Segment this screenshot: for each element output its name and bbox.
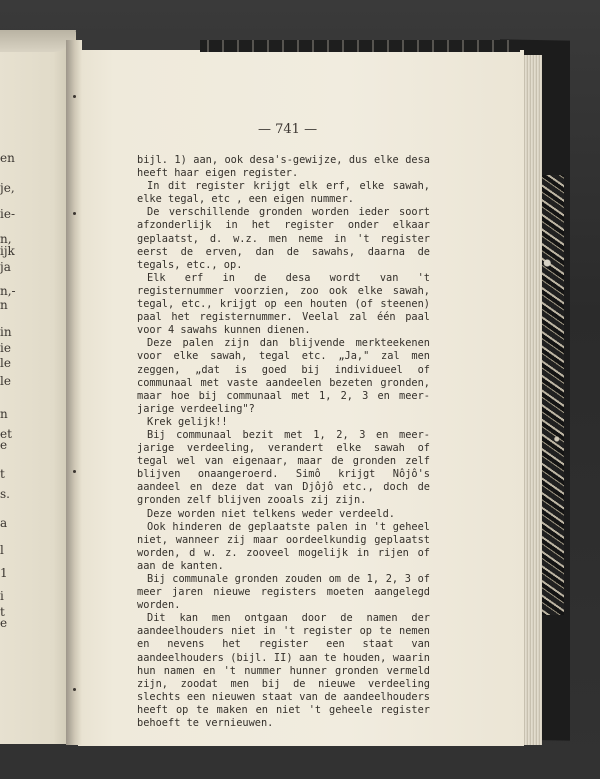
- facing-page-fragment: le: [0, 374, 11, 388]
- paragraph: Bij communale gronden zouden om de 1, 2, 3 of meer jaren nieuwe registers moeten aangelegd worden.: [137, 573, 430, 612]
- facing-page-fragment: l: [0, 543, 4, 557]
- facing-page-fragment: n,-: [0, 284, 16, 298]
- binding-thread: [73, 688, 76, 691]
- facing-page-fragment: ie-: [0, 207, 15, 221]
- facing-page-curl: [0, 30, 76, 52]
- facing-page-fragment: t: [0, 605, 5, 619]
- paragraph: Dit kan men ontgaan door de namen der aandeelhouders niet in 't register op te nemen en nevens het register een staat van aandeelhouders (bijl. II) aan te houden, waarin hun namen en 't nummer hunner gronden vermeld zijn, zoodat men bij de nieuwe verdeeling slechts een nieuwen staat van de aandeelhouders heeft op te maken en niet 't geheele register behoeft te vernieuwen.: [137, 612, 430, 730]
- facing-page: [0, 32, 76, 744]
- binding-thread: [73, 95, 76, 98]
- facing-page-fragment: ja: [0, 260, 11, 274]
- paragraph: Bij communaal bezit met 1, 2, 3 en meer-jarige verdeeling, verandert elke sawah of tegal wel van eigenaar, maar de gronden zelf blijven onaangeroerd. Simô krijgt Nôjô's aandeel en deze dat van Djôjô etc., doch de gronden zelf blijven zooals zij zijn.: [137, 428, 430, 507]
- paragraph: In dit register krijgt elk erf, elke sawah, elke tegal, etc , een eigen nummer.: [137, 180, 430, 206]
- paragraph: Krek gelijk!!: [147, 415, 228, 428]
- marbled-edge: [540, 175, 564, 615]
- page-number: — 741 —: [258, 122, 318, 137]
- facing-page-fragment: et: [0, 427, 12, 441]
- facing-page-fragment: i: [0, 589, 4, 603]
- paragraph: De verschillende gronden worden ieder soort afzonderlijk in het register onder elkaar geplaatst, d. w.z. men neme in 't register eerst de erven, dan de sawahs, daarna de tegals, etc., op.: [137, 206, 430, 271]
- paragraph: Deze palen zijn dan blijvende merkteekenen voor elke sawah, tegal etc. „Ja," zal men zeggen, „dat is goed bij individueel of communaal met vaste aandeelen bezeten gronden, maar hoe bij communaal met 1, 2, 3 en meer-jarige verdeeling"?: [137, 337, 430, 415]
- facing-page-fragment: e: [0, 438, 8, 452]
- binding-thread: [73, 212, 76, 215]
- facing-page-fragment: t: [0, 467, 5, 481]
- facing-page-fragment: a: [0, 516, 8, 530]
- binding-thread: [73, 470, 76, 473]
- facing-page-fragment: n: [0, 298, 8, 312]
- facing-page-fragment: 1: [0, 566, 8, 580]
- book-gutter: [66, 40, 82, 745]
- facing-page-fragment: in: [0, 325, 12, 339]
- page-body: [137, 154, 430, 730]
- paragraph: Deze worden niet telkens weder verdeeld.: [147, 507, 395, 520]
- top-cover-edge: [200, 40, 520, 52]
- facing-page-fragment: je,: [0, 181, 15, 195]
- facing-page-fragment: ijk: [0, 244, 15, 258]
- facing-page-fragment: n: [0, 407, 8, 421]
- facing-page-fragment: e: [0, 616, 8, 630]
- paragraph: bijl. 1) aan, ook desa's-gewijze, dus elke desa heeft haar eigen register.: [137, 154, 430, 180]
- facing-page-fragment: ie: [0, 341, 11, 355]
- paragraph: Ook hinderen de geplaatste palen in 't geheel niet, wanneer zij maar oordeelkundig geplaatst worden, d w. z. zooveel mogelijk in rijen of aan de kanten.: [137, 520, 430, 572]
- facing-page-fragment: en: [0, 151, 15, 165]
- paragraph: Elk erf in de desa wordt van 't registernummer voorzien, zoo ook elke sawah, tegal, etc., krijgt op een houten (of steenen) paal het registernummer. Veelal zal één paal voor 4 sawahs kunnen dienen.: [137, 271, 430, 337]
- facing-page-fragment: le: [0, 356, 11, 370]
- facing-page-fragment: s.: [0, 487, 10, 501]
- facing-page-fragment: n,: [0, 232, 12, 246]
